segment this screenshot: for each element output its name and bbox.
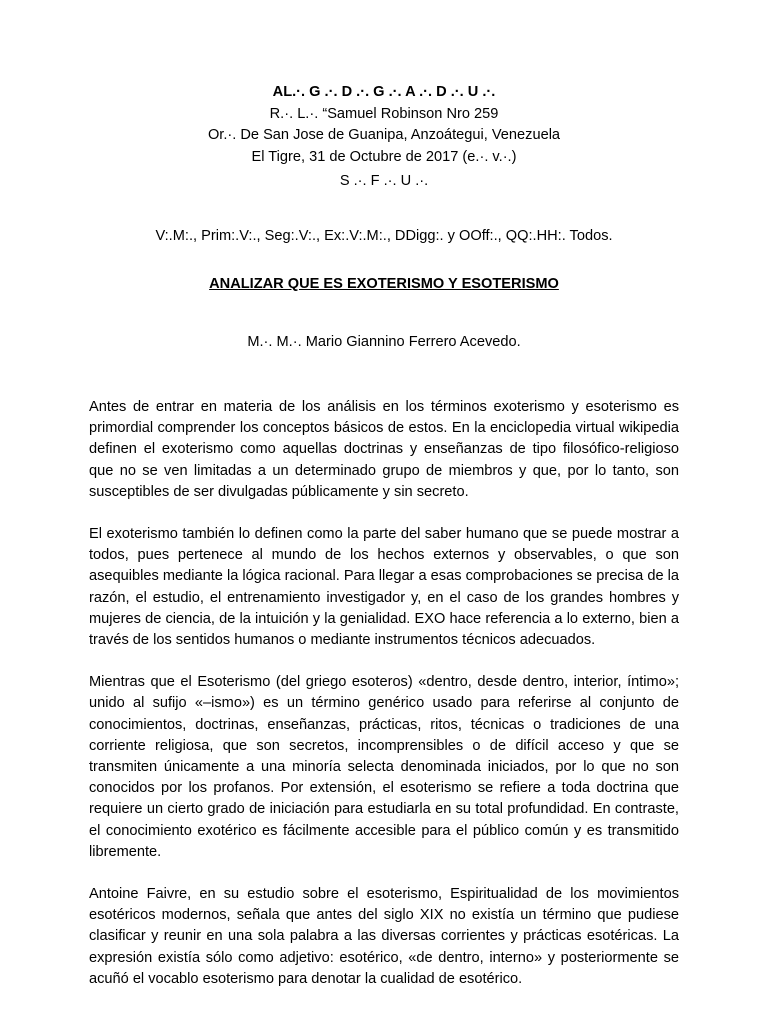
body-paragraph: Mientras que el Esoterismo (del griego esoteros) «dentro, desde dentro, interior, íntimo»; unido al sufijo «–ismo») es un término genérico usado para referirse al conjunto de conocimientos, doctrinas, enseñanzas, prácticas, ritos, técnicas o tradiciones de una corriente religiosa, que son secretos, incomprensibles o de difícil acceso y que se transmiten únicamente a una minoría selecta denominada iniciados, por lo que no son conocidos por los profanos. Por extensión, el esoterismo se refiere a toda doctrina que requiere un cierto grado de iniciación para estudiarla en su total profundidad. En contraste, el conocimiento exotérico es fácilmente accesible para el público común y es transmitido libremente. (89, 674, 679, 860)
salutation-sfu: S .·. F .·. U .·. (339, 173, 429, 189)
document-author: M.·. M.·. Mario Giannino Ferrero Acevedo. (247, 334, 521, 350)
document-title: ANALIZAR QUE ES EXOTERISMO Y ESOTERISMO (209, 276, 559, 292)
lodge-name: R.·. L.·. “Samuel Robinson Nro 259 (269, 105, 499, 122)
document-body (89, 397, 679, 1011)
body-paragraph: Antoine Faivre, en su estudio sobre el esoterismo, Espiritualidad de los movimientos esotéricos modernos, señala que antes del siglo XIX no existía un término que pudiese clasificar y reunir en una sola palabra a las diversas corrientes y prácticas esotéricas. La expresión existía sólo como adjetivo: esotérico, «de dentro, interno» y posteriormente se acuñó el vocablo esoterismo para denotar la cualidad de esotérico. (89, 886, 679, 987)
greeting-line: V:.M:., Prim:.V:., Seg:.V:., Ex:.V:.M:., DDigg:. y OOff:., QQ:.HH:. Todos. (155, 228, 613, 244)
document-date: El Tigre, 31 de Octubre de 2017 (e.·. v.·.) (251, 148, 517, 165)
body-paragraph: El exoterismo también lo definen como la parte del saber humano que se puede mostrar a todos, pues pertenece al mundo de los hechos externos y observables, o que son asequibles mediante la lógica racional. Para llegar a esas comprobaciones se precisa de la razón, el estudio, el entrenamiento investigador y, en el caso de los grandes hombres y mujeres de ciencia, de la intuición y la genialidad. EXO hace referencia a lo externo, bien a través de los sentidos humanos o mediante instrumentos técnicos adecuados. (89, 526, 679, 649)
body-paragraph: Antes de entrar en materia de los análisis en los términos exoterismo y esoterismo es primordial comprender los conceptos básicos de estos. En la enciclopedia virtual wikipedia definen el exoterismo como aquellas doctrinas y enseñanzas de tipo filosófico-religioso que no se ven limitadas a un determinado grupo de miembros y que, por lo tanto, son susceptibles de ser divulgadas públicamente y sin secreto. (89, 399, 679, 500)
lodge-orient: Or.·. De San Jose de Guanipa, Anzoátegui, Venezuela (207, 127, 561, 143)
lodge-invocation: AL.·. G .·. D .·. G .·. A .·. D .·. U .·. (272, 84, 496, 100)
letterhead (0, 82, 768, 168)
